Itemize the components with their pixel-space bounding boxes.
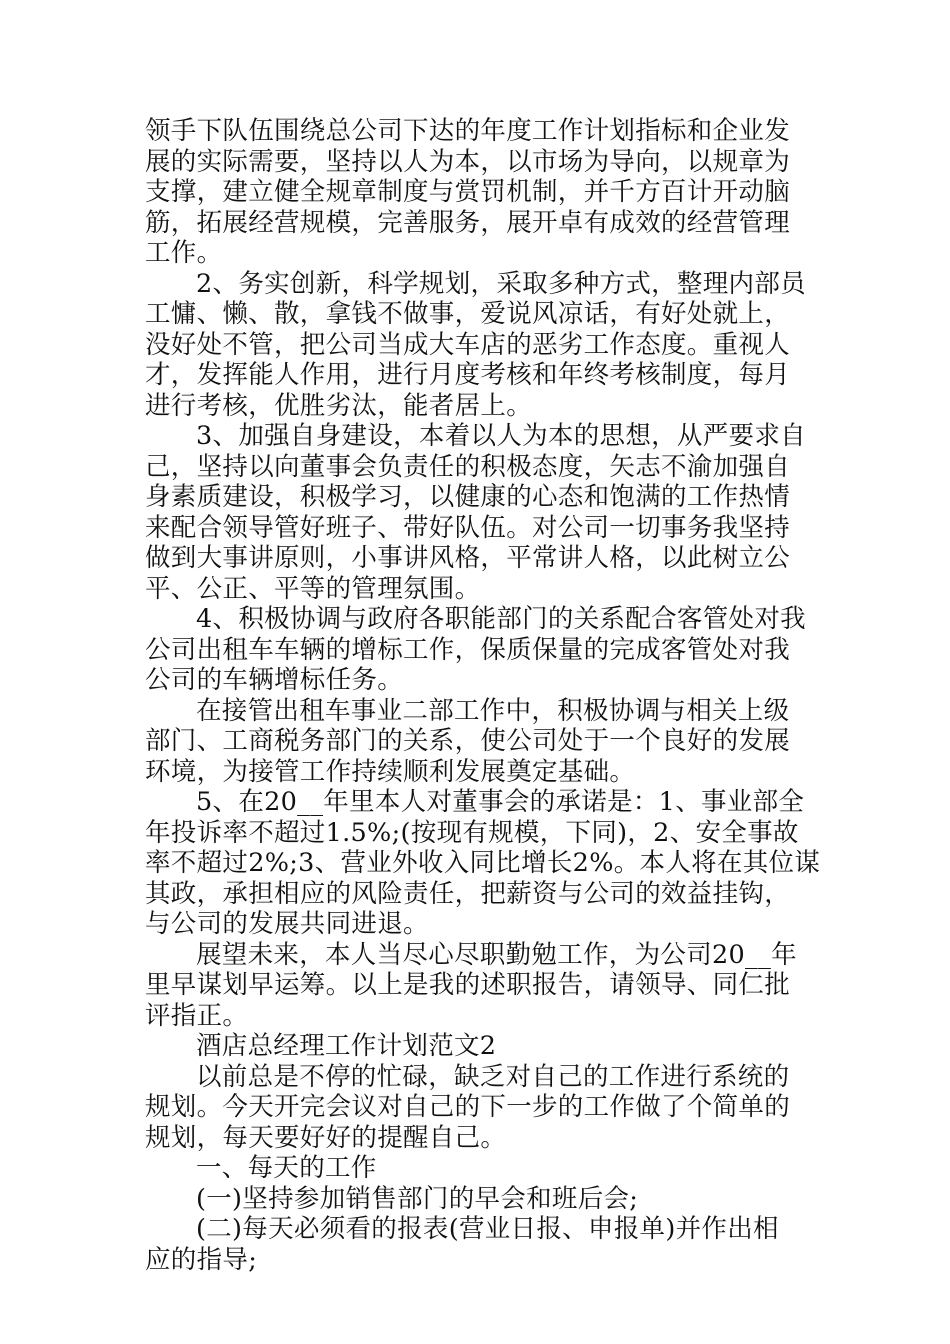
- text-line: 与公司的发展共同进退。: [145, 909, 429, 939]
- text-line: 3、加强自身建设，本着以人为本的思想，从严要求自: [196, 421, 806, 451]
- text-line: 展的实际需要，坚持以人为本，以市场为导向，以规章为: [145, 146, 791, 177]
- text-line: 公司出租车车辆的增标工作，保质保量的完成客管处对我: [145, 634, 791, 665]
- text-line: 5、在20__年里本人对董事会的承诺是：1、事业部全: [196, 787, 805, 817]
- text-line: 其政，承担相应的风险责任，把薪资与公司的效益挂钩，: [145, 878, 791, 909]
- text-line: 来配合领导管好班子、带好队伍。对公司一切事务我坚持: [145, 512, 791, 543]
- text-line: 公司的车辆增标任务。: [145, 665, 404, 695]
- text-line: 年投诉率不超过1.5%;(按现有规模，下同)，2、安全事故: [145, 817, 799, 848]
- text-line: 工慵、懒、散，拿钱不做事，爱说风凉话，有好处就上，: [145, 299, 791, 329]
- text-line: 在接管出租车事业二部工作中，积极协调与相关上级: [196, 695, 790, 726]
- text-line: 规划。今天开完会议对自己的下一步的工作做了个简单的: [145, 1092, 791, 1122]
- text-line: 环境，为接管工作持续顺利发展奠定基础。: [145, 756, 636, 787]
- text-line: 支撑，建立健全规章制度与赏罚机制，并千方百计开动脑: [145, 177, 791, 207]
- text-line: 做到大事讲原则，小事讲风格，平常讲人格，以此树立公: [145, 543, 791, 573]
- document-body: [145, 116, 821, 1275]
- text-line: 才，发挥能人作用，进行月度考核和年终考核制度，每月: [145, 360, 791, 390]
- text-line: 应的指导;: [145, 1244, 258, 1275]
- text-line: 里早谋划早运筹。以上是我的述职报告，请领导、同仁批: [145, 970, 791, 1000]
- text-line: (二)每天必须看的报表(营业日报、申报单)并作出相: [196, 1214, 779, 1244]
- text-line: 筋，拓展经营规模，完善服务，展开卓有成效的经营管理: [145, 207, 791, 238]
- text-line: 部门、工商税务部门的关系，使公司处于一个良好的发展: [145, 726, 791, 756]
- text-line: 以前总是不停的忙碌，缺乏对自己的工作进行系统的: [196, 1061, 790, 1092]
- text-line: 2、务实创新，科学规划，采取多种方式，整理内部员: [196, 268, 806, 299]
- text-line: 己，坚持以向董事会负责任的积极态度，矢志不渝加强自: [145, 451, 791, 482]
- text-line: 工作。: [145, 238, 223, 268]
- text-line: 领手下队伍围绕总公司下达的年度工作计划指标和企业发: [145, 116, 791, 146]
- text-line: 评指正。: [145, 1000, 249, 1031]
- text-line: 平、公正、平等的管理氛围。: [145, 573, 481, 604]
- text-line: 一、每天的工作: [196, 1153, 377, 1183]
- text-line: 率不超过2%;3、营业外收入同比增长2%。本人将在其位谋: [145, 848, 821, 878]
- text-line: 身素质建设，积极学习，以健康的心态和饱满的工作热情: [145, 482, 791, 512]
- text-line: 没好处不管，把公司当成大车店的恶劣工作态度。重视人: [145, 329, 791, 360]
- text-line: 展望未来，本人当尽心尽职勤勉工作，为公司20__年: [196, 939, 797, 970]
- text-line: 4、积极协调与政府各职能部门的关系配合客管处对我: [196, 604, 806, 634]
- text-line: 进行考核，优胜劣汰，能者居上。: [145, 390, 533, 421]
- text-line: 规划，每天要好好的提醒自己。: [145, 1122, 507, 1153]
- text-line: (一)坚持参加销售部门的早会和班后会;: [196, 1183, 639, 1214]
- text-line: 酒店总经理工作计划范文2: [196, 1031, 497, 1061]
